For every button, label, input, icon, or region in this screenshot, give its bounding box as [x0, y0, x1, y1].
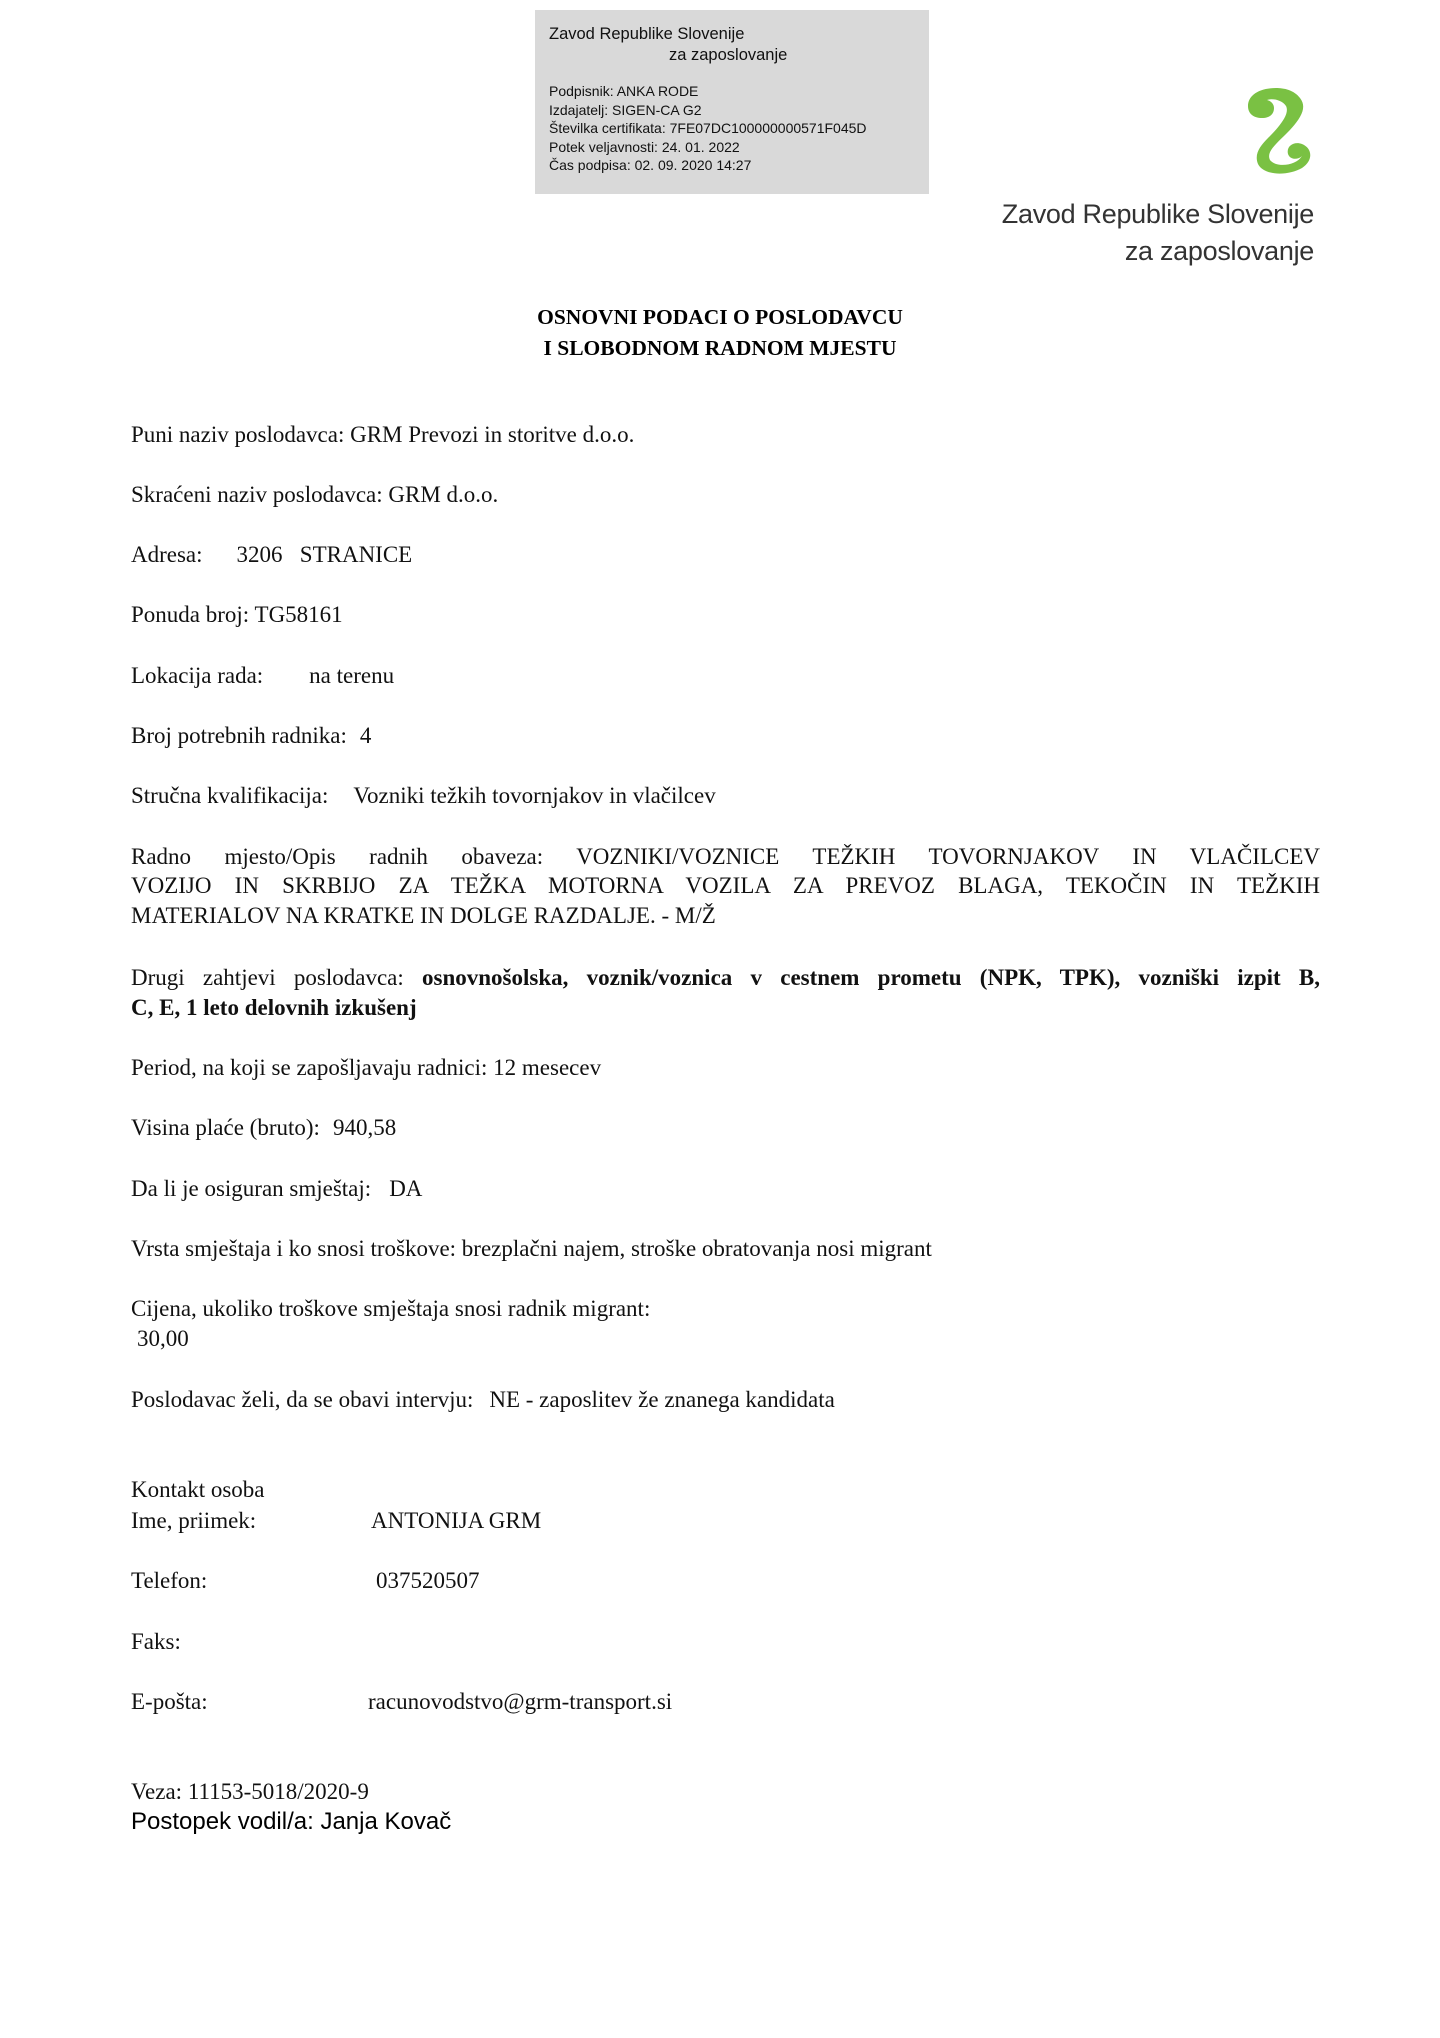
accommodation-value: DA: [389, 1176, 423, 1201]
interview-value: NE - zaposlitev že znanega kandidata: [489, 1387, 835, 1412]
signature-org-line1: Zavod Republike Slovenije: [549, 25, 745, 43]
salary-field: [131, 1113, 396, 1143]
other-requirements-value-1: osnovnošolska, voznik/voznica v cestnem prometu (NPK, TPK), vozniški izpit B,: [422, 965, 1321, 990]
signature-signed-at: Čas podpisa: 02. 09. 2020 14:27: [549, 157, 752, 174]
brand-line2: za zaposlovanje: [1124, 236, 1314, 266]
accommodation-field: [131, 1174, 422, 1204]
interview-field: [131, 1385, 835, 1415]
location-value: na terenu: [309, 663, 395, 688]
contact-fax-label: Faks:: [131, 1629, 181, 1654]
handled-by: Postopek vodil/a: Janja Kovač: [131, 1808, 452, 1835]
contact-phone-label: Telefon:: [131, 1568, 208, 1593]
brand-name: [1002, 196, 1314, 270]
contact-email-label: E-pošta:: [131, 1689, 208, 1714]
job-description-line2: VOZIJO IN SKRBIJO ZA TEŽKA MOTORNA VOZILA ZA PREVOZ BLAGA, TEKOČIN IN TEŽKIH: [131, 873, 1320, 898]
location-field: [131, 661, 394, 691]
salary-value: 940,58: [332, 1115, 397, 1140]
accommodation-price-label: Cijena, ukoliko troškove smještaja snosi radnik migrant:: [131, 1296, 651, 1321]
workers-label: Broj potrebnih radnika:: [131, 723, 347, 748]
accommodation-type-field: Vrsta smještaja i ko snosi troškove: brezplačni najem, stroške obratovanja nosi migrant: [131, 1236, 932, 1261]
signature-certificate: Številka certifikata: 7FE07DC100000000571F045D: [549, 120, 867, 137]
accommodation-label: Da li je osiguran smještaj:: [131, 1176, 372, 1201]
short-name-field: Skraćeni naziv poslodavca: GRM d.o.o.: [131, 482, 499, 507]
accommodation-price-value: 30,00: [137, 1326, 189, 1351]
address-value: 3206 STRANICE: [236, 542, 413, 567]
qualification-field: [131, 781, 716, 811]
contact-phone-value: 037520507: [376, 1568, 480, 1593]
title-line2: I SLOBODNOM RADNOM MJESTU: [543, 336, 897, 360]
signature-metadata: [549, 82, 929, 175]
zrss-logo-icon: [1240, 86, 1316, 174]
signature-issuer: Izdajatelj: SIGEN-CA G2: [549, 101, 702, 118]
signature-valid-until: Potek veljavnosti: 24. 01. 2022: [549, 138, 740, 155]
signature-org-line2: za zaposlovanje: [669, 46, 788, 64]
contact-email-value: racunovodstvo@grm-transport.si: [368, 1689, 673, 1714]
workers-value: 4: [359, 723, 372, 748]
signature-signer: Podpisnik: ANKA RODE: [549, 83, 699, 99]
address-label: Adresa:: [131, 542, 203, 567]
title-line1: OSNOVNI PODACI O POSLODAVCU: [537, 305, 903, 329]
contact-name-label: Ime, priimek:: [131, 1508, 257, 1533]
interview-label: Poslodavac želi, da se obavi intervju:: [131, 1387, 474, 1412]
other-requirements-label: Drugi zahtjevi poslodavca:: [131, 965, 404, 990]
contact-name-value: ANTONIJA GRM: [371, 1508, 542, 1533]
document-title: [0, 302, 1440, 364]
reference-number: Veza: 11153-5018/2020-9: [131, 1779, 369, 1804]
job-description-line3: MATERIALOV NA KRATKE IN DOLGE RAZDALJE. - M/Ž: [131, 903, 716, 928]
job-description-line1: Radno mjesto/Opis radnih obaveza: VOZNIKI/VOZNICE TEŽKIH TOVORNJAKOV IN VLAČILCEV: [131, 844, 1320, 869]
address-field: [131, 540, 412, 570]
location-label: Lokacija rada:: [131, 663, 264, 688]
contact-heading: Kontakt osoba: [131, 1477, 265, 1502]
salary-label: Visina plaće (bruto):: [131, 1115, 320, 1140]
offer-field: Ponuda broj: TG58161: [131, 602, 343, 627]
qualification-value: Vozniki težkih tovornjakov in vlačilcev: [353, 783, 716, 808]
other-requirements-line1: [131, 963, 1320, 993]
employment-period-field: Period, na koji se zapošljavaju radnici: 12 mesecev: [131, 1055, 602, 1080]
brand-line1: Zavod Republike Slovenije: [1001, 199, 1314, 229]
workers-field: [131, 721, 371, 751]
contact-name-row: [131, 1506, 256, 1536]
other-requirements-line2: C, E, 1 leto delovnih izkušenj: [131, 995, 417, 1020]
qualification-label: Stručna kvalifikacija:: [131, 783, 329, 808]
digital-signature-box: [535, 10, 929, 194]
full-name-field: Puni naziv poslodavca: GRM Prevozi in storitve d.o.o.: [131, 422, 635, 447]
